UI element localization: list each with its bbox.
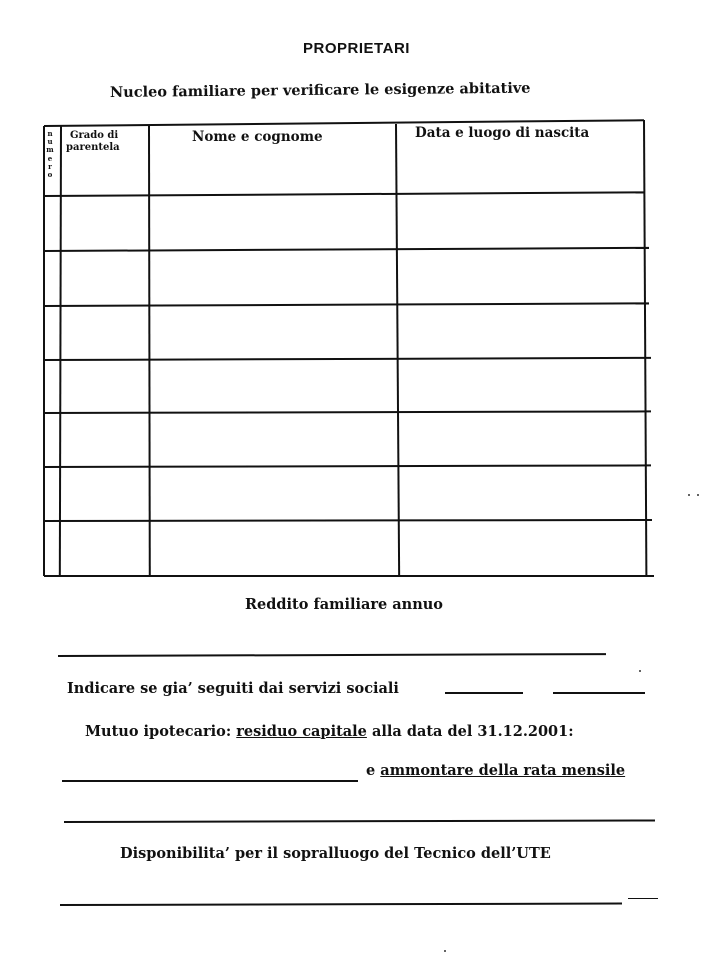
table-row[interactable] (44, 307, 644, 358)
income-field[interactable] (58, 653, 606, 656)
page-title: PROPRIETARI (303, 40, 410, 57)
mortgage-label (85, 723, 574, 740)
social-services-label: Indicare se gia’ seguiti dai servizi sociali (67, 680, 399, 697)
column-header-data-luogo-nascita: Data e luogo di nascita (415, 125, 590, 141)
inspection-field-extension (628, 898, 658, 899)
column-header-numero: n u m e r o (46, 129, 54, 180)
mortgage-prefix: Mutuo ipotecario: (85, 723, 232, 740)
scan-speck (688, 494, 690, 496)
table-row[interactable] (44, 468, 644, 519)
mortgage-residual: residuo capitale (236, 723, 367, 740)
mortgage-installment-prefix: e (366, 762, 376, 779)
section-subtitle: Nucleo familiare per verificare le esigenze abitative (109, 79, 531, 101)
inspection-field[interactable] (60, 903, 622, 906)
scan-speck (639, 670, 641, 672)
mortgage-residual-field[interactable] (62, 780, 358, 782)
table-row[interactable] (44, 361, 644, 411)
mortgage-suffix: alla data del 31.12.2001: (371, 723, 574, 740)
table-row[interactable] (44, 522, 644, 574)
mortgage-installment-field[interactable] (64, 819, 655, 822)
income-label: Reddito familiare annuo (245, 596, 443, 613)
table-row[interactable] (44, 252, 644, 304)
mortgage-installment-label (366, 762, 625, 779)
social-services-field[interactable] (445, 692, 523, 694)
scan-speck (697, 494, 699, 496)
table-row[interactable] (44, 414, 644, 465)
inspection-label: Disponibilita’ per il sopralluogo del Tecnico dell’UTE (120, 845, 551, 862)
mortgage-installment: ammontare della rata mensile (380, 762, 626, 779)
table-row[interactable] (44, 197, 644, 249)
column-header-grado-parentela: Grado di parentela (66, 130, 120, 153)
column-header-nome-cognome: Nome e cognome (192, 129, 323, 145)
social-services-field[interactable] (553, 692, 645, 694)
scan-speck (444, 950, 446, 952)
